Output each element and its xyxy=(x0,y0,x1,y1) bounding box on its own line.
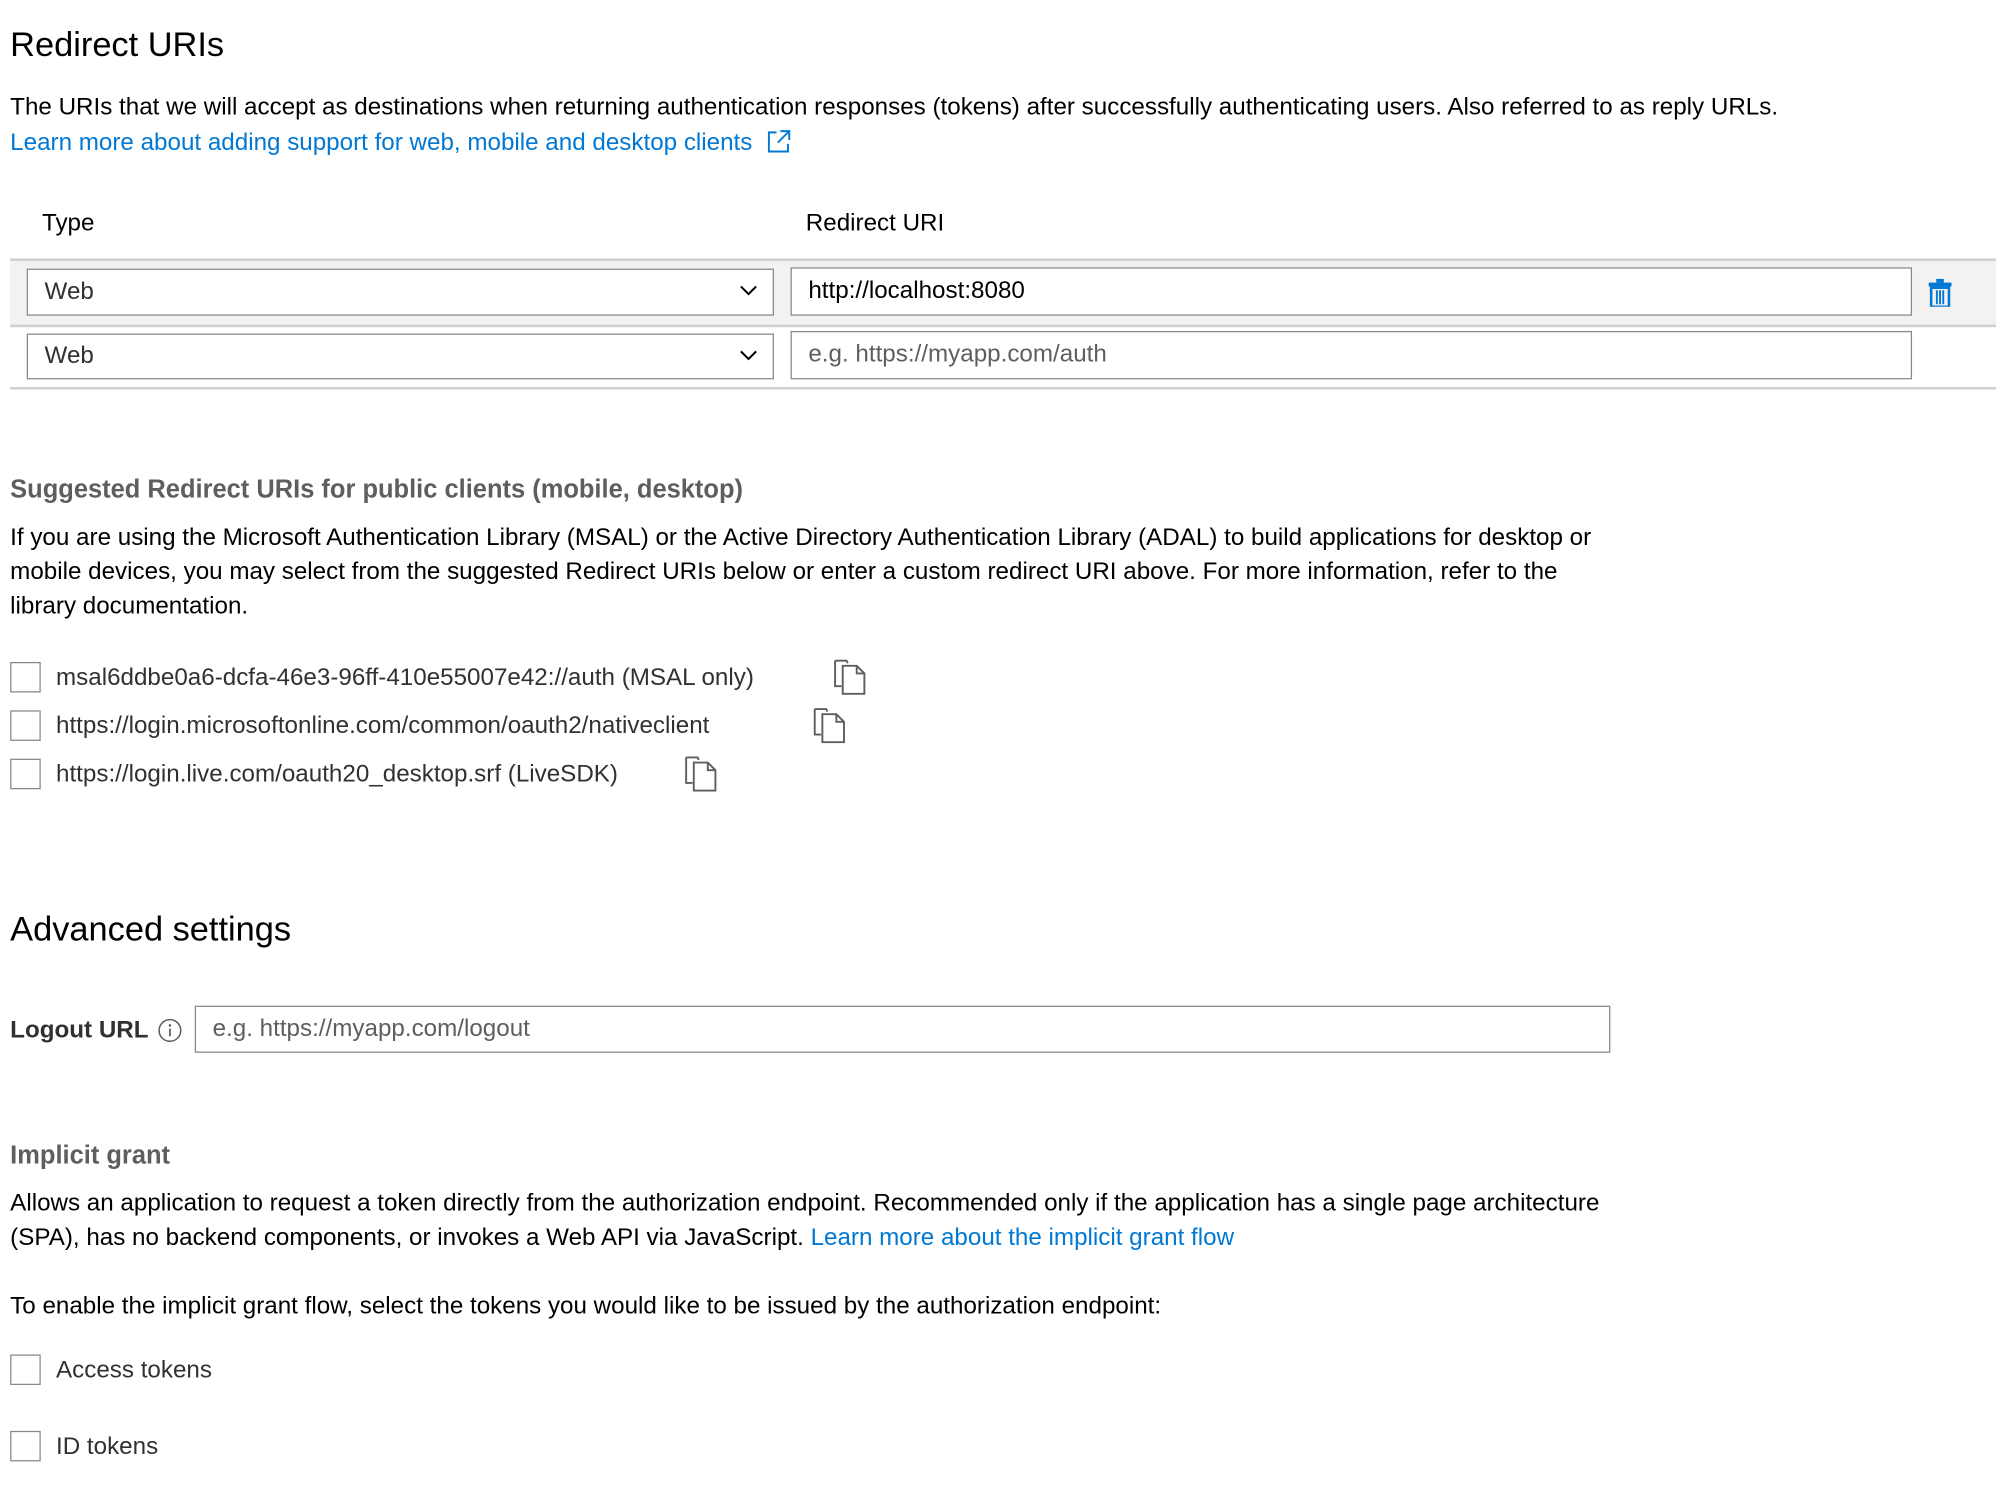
id-tokens-checkbox[interactable] xyxy=(10,1431,41,1462)
learn-more-implicit-grant-link[interactable]: Learn more about the implicit grant flow xyxy=(810,1224,1235,1252)
redirect-uri-input-row-1[interactable] xyxy=(791,267,1913,315)
suggested-uris-title: Suggested Redirect URIs for public clients (mobile, desktop) xyxy=(10,476,743,505)
type-select-value: Web xyxy=(44,342,94,370)
id-tokens-label: ID tokens xyxy=(56,1433,159,1461)
redirect-uris-title: Redirect URIs xyxy=(10,25,225,64)
access-tokens-label: Access tokens xyxy=(56,1357,212,1384)
learn-more-clients-text: Learn more about adding support for web, mobile and desktop clients xyxy=(10,129,753,157)
delete-trash-icon[interactable] xyxy=(1929,279,1952,307)
chevron-down-icon xyxy=(740,281,758,299)
implicit-grant-description xyxy=(10,1186,1614,1255)
implicit-grant-description-text: Allows an application to request a token directly from the authorization endpoint. Recommended only if the application has a single page architecture (SPA), has no backend components, or invokes a Web API via JavaScript. xyxy=(10,1190,1600,1252)
type-select-value: Web xyxy=(44,278,94,305)
column-header-type: Type xyxy=(42,210,95,237)
copy-icon[interactable] xyxy=(685,756,718,792)
suggested-uris-description: If you are using the Microsoft Authentication Library (MSAL) or the Active Directory Authentication Library (ADAL) to build applications for desktop or mobile devices, you may select from the suggested Redirect URIs below or enter a custom redirect URI above. For more information, refer to the library documentation. xyxy=(10,524,1592,620)
suggested-uri-checkbox-1[interactable] xyxy=(10,662,41,693)
info-icon[interactable] xyxy=(158,1018,182,1042)
learn-more-clients-link[interactable] xyxy=(10,129,792,158)
column-header-redirect-uri: Redirect URI xyxy=(805,210,945,237)
implicit-grant-instruction: To enable the implicit grant flow, select the tokens you would like to be issued by the authorization endpoint: xyxy=(10,1293,1162,1321)
suggested-uri-checkbox-3[interactable] xyxy=(10,759,41,790)
copy-icon[interactable] xyxy=(813,708,846,744)
implicit-grant-title: Implicit grant xyxy=(10,1141,171,1170)
table-divider xyxy=(10,387,1996,390)
type-select-row-2[interactable] xyxy=(27,334,774,380)
access-tokens-checkbox[interactable] xyxy=(10,1354,41,1385)
logout-url-input[interactable] xyxy=(195,1006,1611,1053)
suggested-uri-label-1: msal6ddbe0a6-dcfa-46e3-96ff-410e55007e42://auth (MSAL only) xyxy=(56,664,754,692)
redirect-uri-input-row-2[interactable] xyxy=(791,331,1913,379)
suggested-uri-checkbox-2[interactable] xyxy=(10,710,41,741)
copy-icon[interactable] xyxy=(834,659,867,695)
chevron-down-icon xyxy=(740,346,758,364)
redirect-uris-description: The URIs that we will accept as destinations when returning authentication responses (tokens) after successfully authenticating users. Also referred to as reply URLs. xyxy=(10,94,1779,121)
advanced-settings-title: Advanced settings xyxy=(10,910,292,949)
suggested-uri-label-3: https://login.live.com/oauth20_desktop.srf (LiveSDK) xyxy=(56,761,618,788)
type-select-row-1[interactable] xyxy=(27,269,774,316)
external-link-icon xyxy=(767,129,792,154)
suggested-uri-label-2: https://login.microsoftonline.com/common/oauth2/nativeclient xyxy=(56,712,710,740)
logout-url-label: Logout URL xyxy=(10,1017,149,1044)
